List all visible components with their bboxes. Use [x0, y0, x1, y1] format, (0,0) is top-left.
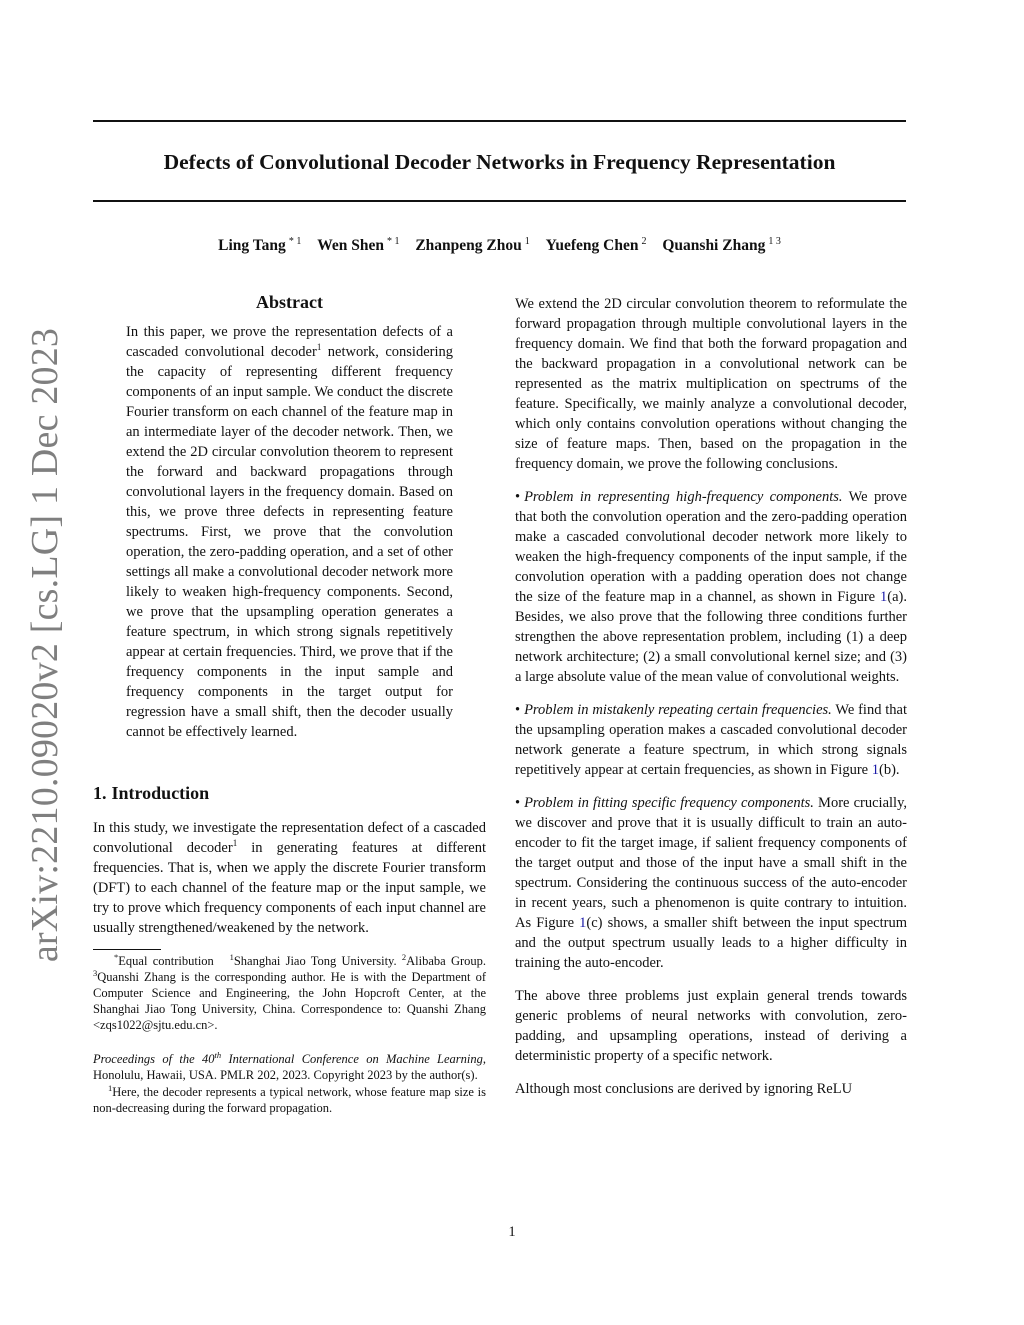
title-rule-top	[93, 120, 906, 122]
left-column	[93, 290, 486, 1116]
bullet-fitting-frequency: • Problem in fitting specific frequency components. More crucially, we discover and prove that it is usually difficult to train an auto-encoder to fit the target image, if salient frequency components of the target output and those of the input have a small shift in the spectrum. Considering the continuous success of the auto-encoder in recent years, such a phenomenon is quite contrary to intuition. As Figure 1(c) shows, a smaller shift between the input spectrum and the output spectrum usually leads to a higher difficulty in training the auto-encoder.	[515, 795, 907, 971]
footnote-marker[interactable]: 1	[232, 838, 238, 848]
author: Ling Tang $^{* 1}$	[218, 236, 302, 254]
author: Yuefeng Chen $^2$	[545, 236, 647, 254]
footnote-marker[interactable]: 1	[316, 342, 322, 352]
right-column	[515, 294, 907, 1112]
author: Wen Shen $^{* 1}$	[317, 236, 400, 254]
figure-link[interactable]: 1	[871, 762, 879, 778]
footnote-rule	[93, 949, 161, 950]
section-heading-introduction: 1. Introduction	[93, 783, 210, 803]
page-number: 1	[508, 1224, 516, 1240]
arxiv-identifier: arXiv:2210.09020v2 [cs.LG] 1 Dec 2023	[24, 327, 66, 963]
bullet-high-frequency: • Problem in representing high-frequency components. We prove that both the convolution operation and the zero-padding operation make a cascaded convolutional decoder network more likely to weaken the high-frequency components of the input sample, if the convolution operation with a padding operation does not change the size of the feature map in a channel, as shown in Figure 1(a). Besides, we also prove that the following three conditions further strengthen the above representation problem, including (1) a deep network architecture; (2) a small convolutional kernel size; and (3) a large absolute value of the mean value of convolutional weights.	[515, 489, 907, 685]
paragraph: We extend the 2D circular convolution theorem to reformulate the forward propagation through multiple convolutional layers in the frequency domain. We find that both the forward propagation and the backward propagation in a convolutional network can be represented as the matrix multiplication on spectrums of the feature. Specifically, we mainly analyze a convolutional decoder, which only contains convolution operations without changing the size of feature maps. Then, based on the propagation in the frequency domain, we prove the following conclusions.	[515, 296, 907, 472]
bullet-icon: •	[515, 795, 521, 811]
author-list	[93, 236, 906, 256]
author: Quanshi Zhang $^{1 3}$	[662, 236, 781, 254]
figure-link[interactable]: 1	[579, 915, 587, 931]
bullet-repeating-frequencies: • Problem in mistakenly repeating certain frequencies. We find that the upsampling operation makes a cascaded convolutional decoder network generate a feature spectrum, in which strong signals repetitively appear at certain frequencies, as shown in Figure 1(b).	[515, 702, 907, 778]
paragraph: The above three problems just explain general trends towards generic problems of neural networks with convolution, zero-padding, and upsampling operations, instead of deriving a deterministic property of a specific network.	[515, 988, 907, 1064]
paper-title: Defects of Convolutional Decoder Networks in Frequency Representation	[163, 150, 836, 174]
figure-link[interactable]: 1	[880, 589, 888, 605]
title-rule-bottom	[93, 200, 906, 202]
affiliation-footnote: *Equal contribution $^1$Shanghai Jiao Tong University. $^2$Alibaba Group. $^3$Quanshi Zhang is the corresponding author. He is with the Department of Computer Science and Engineering, the John Hopcroft Center, at the Shanghai Jiao Tong University, China. Correspondence to: Quanshi Zhang <zqs1022@sjtu.edu.cn>.	[93, 952, 487, 1032]
introduction-body: In this study, we investigate the representation defect of a cascaded convolutional decoder$^1$ in generating features at different frequencies. That is, when we apply the discrete Fourier transform (DFT) to each channel of the feature map or the input sample, we try to prove which frequency components of each input channel are usually strengthened/weakened by the network.	[93, 820, 486, 936]
abstract-heading: Abstract	[256, 292, 323, 312]
decoder-footnote: $^1$Here, the decoder represents a typical network, whose feature map size is non-decreasing during the forward propagation.	[93, 1083, 487, 1115]
author: Zhanpeng Zhou $^1$	[415, 236, 530, 254]
bullet-icon: •	[515, 702, 521, 718]
proceedings-footnote: Proceedings of the 40th International Conference on Machine Learning, Honolulu, Hawaii, USA. PMLR 202, 2023. Copyright 2023 by the author(s).	[93, 1050, 487, 1082]
abstract-body: In this paper, we prove the representation defects of a cascaded convolutional decoder$^1$ network, considering the capacity of representing different frequency components of an input sample. We conduct the discrete Fourier transform on each channel of the feature map in an intermediate layer of the decoder network. Then, we extend the 2D circular convolution theorem to represent the forward and backward propagations through convolutional layers in the frequency domain. Based on this, we prove three defects in representing feature spectrums. First, we prove that the convolution operation, the zero-padding operation, and a set of other settings all make a convolutional decoder network more likely to weaken high-frequency components. Second, we prove that the upsampling operation generates a feature spectrum, in which strong signals repetitively appear at certain frequencies. Third, we prove that if the frequency components in the input sample and frequency components in the target output for regression have a small shift, then the decoder usually cannot be effectively learned.	[126, 324, 453, 740]
bullet-icon: •	[515, 489, 521, 505]
paragraph: Although most conclusions are derived by ignoring ReLU	[515, 1081, 853, 1097]
